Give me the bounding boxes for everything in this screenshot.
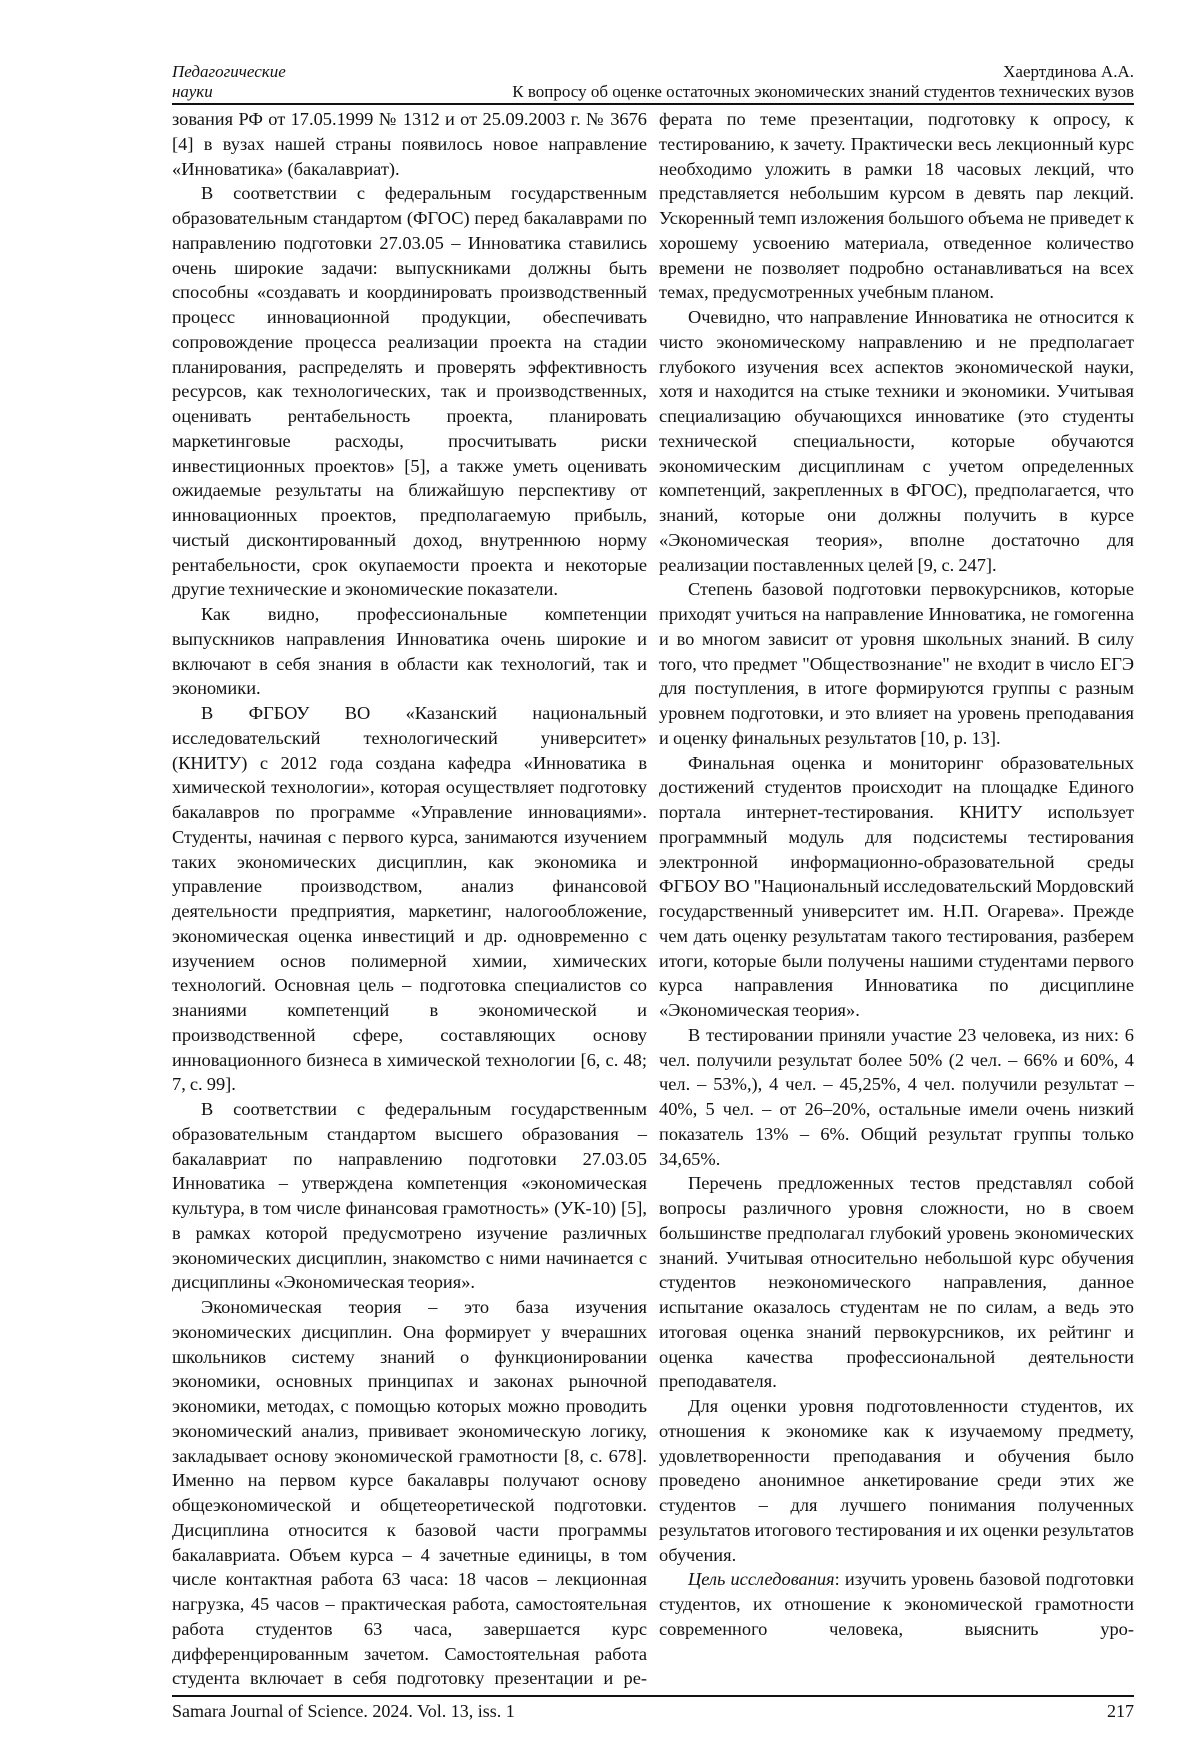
left-column	[172, 107, 647, 1691]
paragraph: В соответствии с федеральным государственным образовательным стандартом (ФГОС) перед бакалаврами по направлению подготовки 27.03.05 – Инноватика ставились очень широкие задачи: выпускниками должны быть способны «создавать и координировать производственный процесс инновационной продукции, обеспечивать сопровождение процесса реализации проекта на стадии планирования, распределять и проверять эффективность ресурсов, как технологических, так и производственных, оценивать рентабельность проекта, планировать маркетинговые расходы, просчитывать риски инвестиционных проектов» [5], а также уметь оценивать ожидаемые результаты на ближайшую перспективу от инновационных проектов, предполагаемую прибыль, чистый дисконтированный доход, внутреннюю норму рентабельности, срок окупаемости проекта и некоторые другие технические и экономические показатели.	[172, 181, 647, 602]
running-header-line1	[172, 62, 1134, 82]
paragraph: Экономическая теория – это база изучения экономических дисциплин. Она формирует у вчерашних школьников систему знаний о функционировании экономики, основных принципах и законах рыночной экономики, методах, с помощью которых можно проводить экономический анализ, прививает экономическую логику, закладывает основу экономической грамотности [8, с. 678]. Именно на первом курсе бакалавры получают основу общеэкономической и общетеоретической подготовки. Дисциплина относится к базовой части программы бакалавриата. Объем курса – 4 зачетные единицы, в том числе контактная работа 63 часа: 18 часов – лекционная нагрузка, 45 часов – практическая работа, самостоятельная работа студентов 63 часа, завершается курс дифференцированным зачетом. Самостоятельная работа студента включает в себя подготовку презентации и ре-	[172, 1295, 647, 1691]
paragraph: Перечень предложенных тестов представлял собой вопросы различного уровня сложности, но в своем большинстве предполагал глубокий уровень экономических знаний. Учитывая относительно небольшой курс обучения студентов неэкономического направления, данное испытание оказалось студентам не по силам, а ведь это итоговая оценка знаний первокурсников, их рейтинг и оценка качества профессиональной деятельности преподавателя.	[659, 1171, 1134, 1394]
paragraph: Степень базовой подготовки первокурсников, которые приходят учиться на направление Инноватика, не гомогенна и во многом зависит от уровня школьных знаний. В силу того, что предмет "Обществознание" не входит в число ЕГЭ для поступления, в итоге формируются группы с разным уровнем подготовки, и это влияет на уровень преподавания и оценку финальных результатов [10, р. 13].	[659, 577, 1134, 750]
research-goal-text: : изучить уровень базовой подготовки студентов, их отношение к экономической грамотности современного человека, выяснить уро-	[659, 1569, 1134, 1639]
paragraph: Как видно, профессиональные компетенции выпускников направления Инноватика очень широкие и включают в себя знания в области как технологий, так и экономики.	[172, 602, 647, 701]
paragraph: Очевидно, что направление Инноватика не относится к чисто экономическому направлению и не предполагает глубокого изучения всех аспектов экономической науки, хотя и находится на стыке техники и экономики. Учитывая специализацию обучающихся инноватике (это студенты технической специальности, которые обучаются экономическим дисциплинам с учетом определенных компетенций, закрепленных в ФГОС), предполагается, что знаний, которые они должны получить в курсе «Экономическая теория», вполне достаточно для реализации поставленных целей [9, с. 247].	[659, 305, 1134, 577]
paragraph: В соответствии с федеральным государственным образовательным стандартом высшего образования – бакалавриат по направлению подготовки 27.03.05 Инноватика – утверждена компетенция «экономическая культура, в том числе финансовая грамотность» (УК-10) [5], в рамках которой предусмотрено изучение различных экономических дисциплин, знакомство с ними начинается с дисциплины «Экономическая теория».	[172, 1097, 647, 1295]
running-footer	[172, 1700, 1134, 1722]
paragraph: Финальная оценка и мониторинг образовательных достижений студентов происходит на площадке Единого портала интернет-тестирования. КНИТУ использует программный модуль для подсистемы тестирования электронной информационно-образовательной среды ФГБОУ ВО "Национальный исследовательский Мордовский государственный университет им. Н.П. Огарева». Прежде чем дать оценку результатам такого тестирования, разберем итоги, которые были получены нашими студентами первого курса направления Инноватика по дисциплине «Экономическая теория».	[659, 751, 1134, 1023]
body-columns	[172, 107, 1134, 1691]
footer-journal: Samara Journal of Science. 2024. Vol. 13, iss. 1	[172, 1700, 515, 1722]
header-author: Хаертдинова А.А.	[1003, 62, 1134, 82]
header-section: Педагогические	[172, 62, 286, 82]
running-header-line2	[172, 82, 1134, 102]
research-goal-label: Цель исследования	[688, 1569, 835, 1589]
paragraph: В ФГБОУ ВО «Казанский национальный исследовательский технологический университет» (КНИТУ) с 2012 года создана кафедра «Инноватика в химической технологии», которая осуществляет подготовку бакалавров по программе «Управление инновациями». Студенты, начиная с первого курса, занимаются изучением таких экономических дисциплин, как экономика и управление производством, анализ финансовой деятельности предприятия, маркетинг, налогообложение, экономическая оценка инвестиций и др. одновременно с изучением основ полимерной химии, химических технологий. Основная цель – подготовка специалистов со знаниями компетенций в экономической и производственной сфере, составляющих основу инновационного бизнеса в химической технологии [6, с. 48; 7, с. 99].	[172, 701, 647, 1097]
journal-page	[172, 0, 1134, 1762]
header-section-cont: науки	[172, 82, 213, 102]
paragraph: В тестировании приняли участие 23 человека, из них: 6 чел. получили результат более 50% (2 чел. – 66% и 60%, 4 чел. – 53%,), 4 чел. – 45,25%, 4 чел. получили результат – 40%, 5 чел. – от 26–20%, остальные имели очень низкий показатель 13% – 6%. Общий результат группы только 34,65%.	[659, 1023, 1134, 1172]
paragraph-research-goal	[659, 1567, 1134, 1641]
paragraph: Для оценки уровня подготовленности студентов, их отношения к экономике как к изучаемому предмету, удовлетворенности преподавания и обучения было проведено анонимное анкетирование среди этих же студентов – для лучшего понимания полученных результатов итогового тестирования и их оценки результатов обучения.	[659, 1394, 1134, 1567]
right-column	[659, 107, 1134, 1691]
header-divider	[172, 103, 1134, 105]
page-number: 217	[1107, 1700, 1134, 1722]
paragraph: зования РФ от 17.05.1999 № 1312 и от 25.09.2003 г. № 3676 [4] в вузах нашей страны появилось новое направление «Инноватика» (бакалавриат).	[172, 107, 647, 181]
paragraph: ферата по теме презентации, подготовку к опросу, к тестированию, к зачету. Практически весь лекционный курс необходимо уложить в рамки 18 часовых лекций, что представляется небольшим курсом в девять пар лекций. Ускоренный темп изложения большого объема не приведет к хорошему усвоению материала, отведенное количество времени не позволяет подробно останавливаться на всех темах, предусмотренных учебным планом.	[659, 107, 1134, 305]
header-article-title: К вопросу об оценке остаточных экономических знаний студентов технических вузов	[512, 82, 1134, 102]
